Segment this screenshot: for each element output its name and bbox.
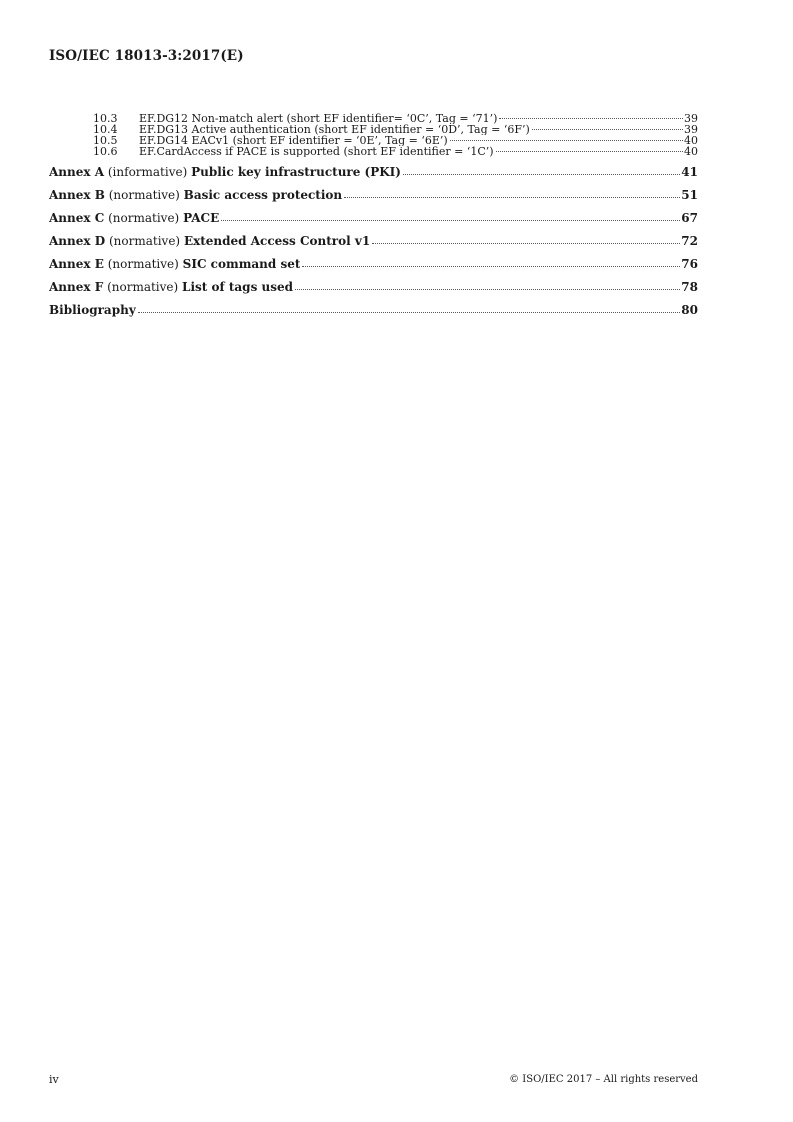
toc-entry-page: 78 (681, 280, 698, 294)
table-of-contents (49, 113, 698, 318)
toc-entry-annex-c[interactable] (49, 210, 698, 226)
dot-leader (496, 151, 683, 152)
toc-entry-title: EF.DG14 EACv1 (short EF identifier = ‘0E’, Tag = ‘6E’) (139, 135, 448, 146)
annex-heading (49, 233, 370, 249)
dot-leader (532, 129, 683, 130)
toc-entry-page: 39 (684, 112, 698, 125)
toc-entry-page: 80 (681, 303, 698, 317)
annex-type: (normative) (108, 211, 180, 225)
toc-entry-page: 40 (684, 134, 698, 147)
annex-title: Extended Access Control v1 (183, 234, 371, 248)
annex-label: Annex F (49, 280, 104, 294)
page-number: iv (49, 1073, 59, 1086)
annex-heading (49, 187, 342, 203)
toc-entry-bibliography[interactable] (49, 302, 698, 318)
annex-type: (normative) (108, 188, 180, 202)
annex-type: (informative) (107, 165, 188, 179)
dot-leader (295, 289, 680, 290)
annex-type: (normative) (108, 234, 181, 248)
toc-entry-page: 39 (684, 123, 698, 136)
toc-entry-annex-a[interactable] (49, 164, 698, 180)
annex-title: PACE (183, 211, 220, 225)
toc-entry-number: 10.5 (93, 134, 118, 147)
toc-entry-annex-b[interactable] (49, 187, 698, 203)
toc-entry-10-4[interactable] (49, 124, 698, 135)
dot-leader (450, 140, 683, 141)
toc-entry-annex-d[interactable] (49, 233, 698, 249)
toc-entry-title: EF.CardAccess if PACE is supported (short EF identifier = ‘1C’) (139, 146, 494, 157)
annex-title: Public key infrastructure (PKI) (191, 165, 401, 179)
annex-label: Annex C (49, 211, 105, 225)
dot-leader (344, 197, 680, 198)
toc-entry-page: 51 (681, 188, 698, 202)
toc-entry-annex-f[interactable] (49, 279, 698, 295)
dot-leader (302, 266, 680, 267)
dot-leader (221, 220, 680, 221)
annex-title: SIC command set (182, 257, 301, 271)
toc-entry-page: 72 (681, 234, 698, 248)
bibliography-title: Bibliography (49, 303, 136, 317)
toc-entry-title: EF.DG13 Active authentication (short EF identifier = ‘0D’, Tag = ‘6F’) (139, 124, 530, 135)
dot-leader (403, 174, 680, 175)
toc-entry-number: 10.3 (93, 112, 118, 125)
annex-type: (normative) (107, 257, 179, 271)
toc-entry-page: 67 (681, 211, 698, 225)
annex-heading (49, 164, 401, 180)
annex-heading (49, 279, 293, 295)
toc-entry-page: 41 (681, 165, 698, 179)
toc-entry-page: 76 (681, 257, 698, 271)
dot-leader (499, 118, 683, 119)
toc-entry-title: EF.DG12 Non-match alert (short EF identifier= ‘0C’, Tag = ‘71’) (139, 113, 498, 124)
toc-entry-10-6[interactable] (49, 146, 698, 157)
dot-leader (138, 312, 681, 313)
annex-label: Annex E (49, 257, 104, 271)
toc-entry-10-5[interactable] (49, 135, 698, 146)
copyright-notice: © ISO/IEC 2017 – All rights reserved (509, 1074, 698, 1085)
toc-entry-number: 10.4 (93, 123, 118, 136)
annex-heading (49, 210, 219, 226)
document-header: ISO/IEC 18013-3:2017(E) (49, 48, 244, 64)
annex-title: Basic access protection (183, 188, 343, 202)
annex-title: List of tags used (182, 280, 294, 294)
toc-entry-annex-e[interactable] (49, 256, 698, 272)
annex-label: Annex B (49, 188, 105, 202)
annex-label: Annex A (49, 165, 105, 179)
toc-entry-page: 40 (684, 145, 698, 158)
toc-entry-number: 10.6 (93, 145, 118, 158)
annex-heading (49, 256, 300, 272)
dot-leader (372, 243, 680, 244)
annex-label: Annex D (49, 234, 106, 248)
annex-type: (normative) (107, 280, 179, 294)
toc-entry-10-3[interactable] (49, 113, 698, 124)
